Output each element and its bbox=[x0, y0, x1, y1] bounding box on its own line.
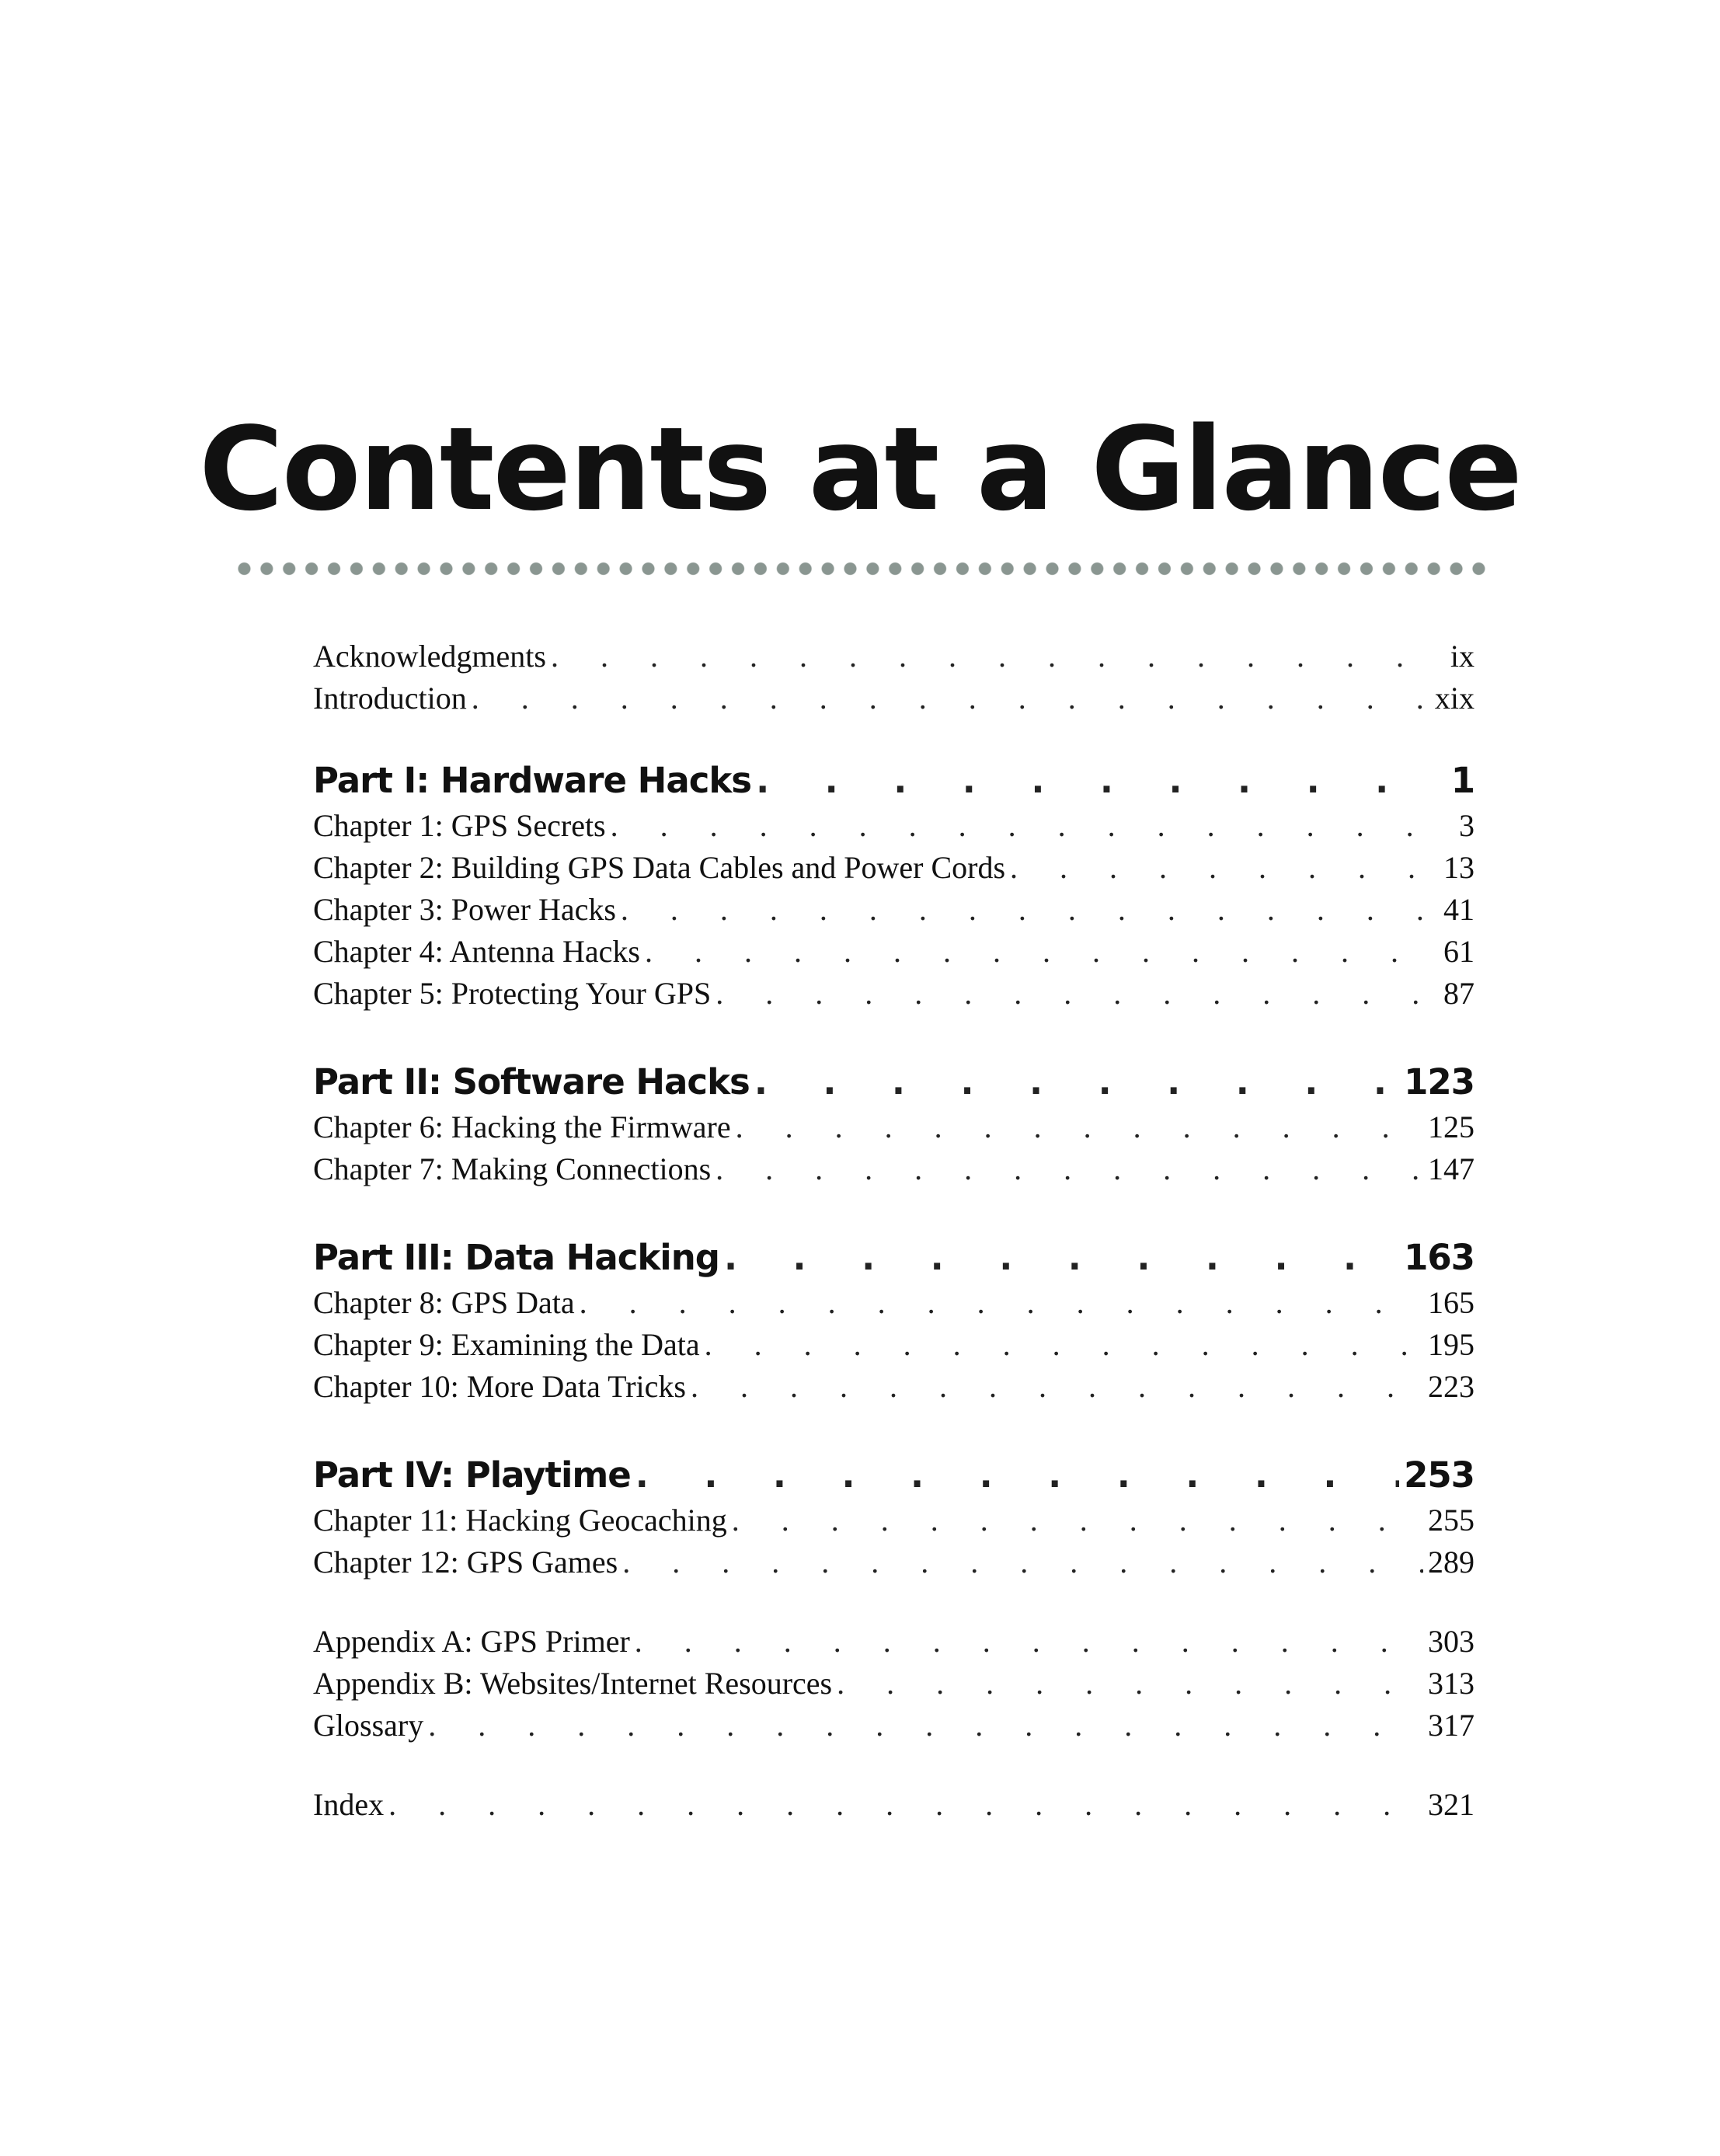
toc-part-page: 123 bbox=[1404, 1061, 1475, 1102]
toc-part-heading bbox=[313, 1058, 1475, 1106]
toc-entry-chapter bbox=[313, 1106, 1475, 1148]
toc-entry-page: 147 bbox=[1428, 1151, 1475, 1186]
toc-entry-page: 321 bbox=[1428, 1787, 1475, 1822]
toc-part-page: 163 bbox=[1404, 1237, 1475, 1278]
toc-entry-page: xix bbox=[1434, 681, 1475, 716]
toc-part-page: 253 bbox=[1404, 1454, 1475, 1496]
toc-part-label: Part III: Data Hacking bbox=[313, 1237, 719, 1278]
toc-part-heading bbox=[313, 1451, 1475, 1499]
toc-entry-label: Chapter 10: More Data Tricks bbox=[313, 1369, 686, 1404]
toc-entry-label: Chapter 5: Protecting Your GPS bbox=[313, 976, 712, 1011]
toc-entry-chapter bbox=[313, 1541, 1475, 1583]
dot-leader bbox=[635, 1621, 1423, 1663]
dot-leader bbox=[621, 889, 1439, 931]
toc-entry-chapter bbox=[313, 973, 1475, 1015]
toc-entry-label: Chapter 6: Hacking the Firmware bbox=[313, 1109, 731, 1144]
back-matter-section bbox=[313, 1621, 1475, 1747]
toc-part-page: 1 bbox=[1450, 760, 1475, 801]
toc-entry-page: 125 bbox=[1428, 1109, 1475, 1144]
toc-entry-appendix-b bbox=[313, 1663, 1475, 1705]
dot-leader bbox=[754, 1058, 1399, 1106]
dot-leader bbox=[756, 757, 1447, 805]
page-title: Contents at a Glance bbox=[199, 402, 1521, 536]
dot-leader bbox=[705, 1324, 1423, 1366]
toc-part-label: Part II: Software Hacks bbox=[313, 1061, 750, 1102]
toc-entry-page: 61 bbox=[1443, 934, 1475, 969]
toc-entry-introduction bbox=[313, 677, 1475, 719]
part-2-section bbox=[313, 1058, 1475, 1190]
toc-entry-label: Chapter 3: Power Hacks bbox=[313, 892, 616, 927]
toc-part-label: Part I: Hardware Hacks bbox=[313, 760, 752, 801]
toc-entry-glossary bbox=[313, 1705, 1475, 1747]
dot-leader bbox=[736, 1106, 1423, 1148]
dot-leader bbox=[716, 973, 1439, 1015]
dot-leader bbox=[611, 805, 1454, 847]
dot-leader bbox=[691, 1366, 1423, 1408]
toc-entry-label: Chapter 8: GPS Data bbox=[313, 1285, 575, 1320]
toc-entry-label: Introduction bbox=[313, 681, 467, 716]
toc-entry-page: 255 bbox=[1428, 1503, 1475, 1538]
toc-entry-page: 165 bbox=[1428, 1285, 1475, 1320]
toc-entry-chapter bbox=[313, 805, 1475, 847]
part-3-section bbox=[313, 1234, 1475, 1408]
toc-part-heading bbox=[313, 757, 1475, 805]
toc-entry-page: 303 bbox=[1428, 1624, 1475, 1659]
dot-leader bbox=[428, 1705, 1423, 1747]
toc-entry-label: Chapter 4: Antenna Hacks bbox=[313, 934, 640, 969]
toc-entry-label: Chapter 2: Building GPS Data Cables and Power Cords bbox=[313, 850, 1006, 885]
toc-entry-acknowledgments bbox=[313, 636, 1475, 677]
toc-entry-label: Acknowledgments bbox=[313, 639, 546, 674]
toc-entry-label: Chapter 11: Hacking Geocaching bbox=[313, 1503, 727, 1538]
toc-entry-chapter bbox=[313, 889, 1475, 931]
toc-entry-page: 87 bbox=[1443, 976, 1475, 1011]
toc-entry-page: 41 bbox=[1443, 892, 1475, 927]
toc-entry-chapter bbox=[313, 1324, 1475, 1366]
toc-entry-page: 3 bbox=[1459, 808, 1475, 843]
dot-leader bbox=[732, 1499, 1423, 1541]
toc-entry-index bbox=[313, 1784, 1475, 1826]
dot-leader bbox=[724, 1234, 1399, 1282]
dot-leader bbox=[645, 931, 1439, 973]
index-section bbox=[313, 1784, 1475, 1826]
toc-entry-label: Appendix B: Websites/Internet Resources bbox=[313, 1666, 833, 1701]
dot-leader bbox=[388, 1784, 1423, 1826]
toc-part-heading bbox=[313, 1234, 1475, 1282]
dot-leader bbox=[551, 636, 1446, 677]
toc-entry-page: 317 bbox=[1428, 1708, 1475, 1743]
front-matter-section bbox=[313, 636, 1475, 719]
toc-entry-chapter bbox=[313, 1366, 1475, 1408]
toc-entry-chapter bbox=[313, 847, 1475, 889]
toc-entry-page: ix bbox=[1450, 639, 1475, 674]
toc-entry-label: Chapter 12: GPS Games bbox=[313, 1545, 618, 1580]
dot-leader bbox=[580, 1282, 1423, 1324]
toc-entry-chapter bbox=[313, 1282, 1475, 1324]
part-1-section bbox=[313, 757, 1475, 1015]
toc-entry-appendix-a bbox=[313, 1621, 1475, 1663]
dot-leader bbox=[635, 1451, 1399, 1499]
part-4-section bbox=[313, 1451, 1475, 1583]
dot-leader bbox=[622, 1541, 1423, 1583]
dot-leader bbox=[1010, 847, 1439, 889]
toc-entry-page: 313 bbox=[1428, 1666, 1475, 1701]
toc-part-label: Part IV: Playtime bbox=[313, 1454, 631, 1496]
toc-entry-label: Glossary bbox=[313, 1708, 424, 1743]
toc-entry-label: Appendix A: GPS Primer bbox=[313, 1624, 630, 1659]
toc-entry-chapter bbox=[313, 931, 1475, 973]
table-of-contents bbox=[313, 636, 1475, 1826]
toc-entry-label: Chapter 9: Examining the Data bbox=[313, 1327, 700, 1362]
dot-leader bbox=[716, 1148, 1423, 1190]
dot-leader bbox=[472, 677, 1430, 719]
toc-entry-page: 195 bbox=[1428, 1327, 1475, 1362]
toc-entry-label: Index bbox=[313, 1787, 385, 1822]
dotted-divider bbox=[233, 562, 1493, 576]
dot-leader bbox=[837, 1663, 1423, 1705]
toc-entry-chapter bbox=[313, 1499, 1475, 1541]
toc-entry-page: 223 bbox=[1428, 1369, 1475, 1404]
toc-entry-label: Chapter 7: Making Connections bbox=[313, 1151, 712, 1186]
toc-entry-label: Chapter 1: GPS Secrets bbox=[313, 808, 606, 843]
toc-entry-page: 289 bbox=[1428, 1545, 1475, 1580]
toc-entry-page: 13 bbox=[1443, 850, 1475, 885]
toc-entry-chapter bbox=[313, 1148, 1475, 1190]
